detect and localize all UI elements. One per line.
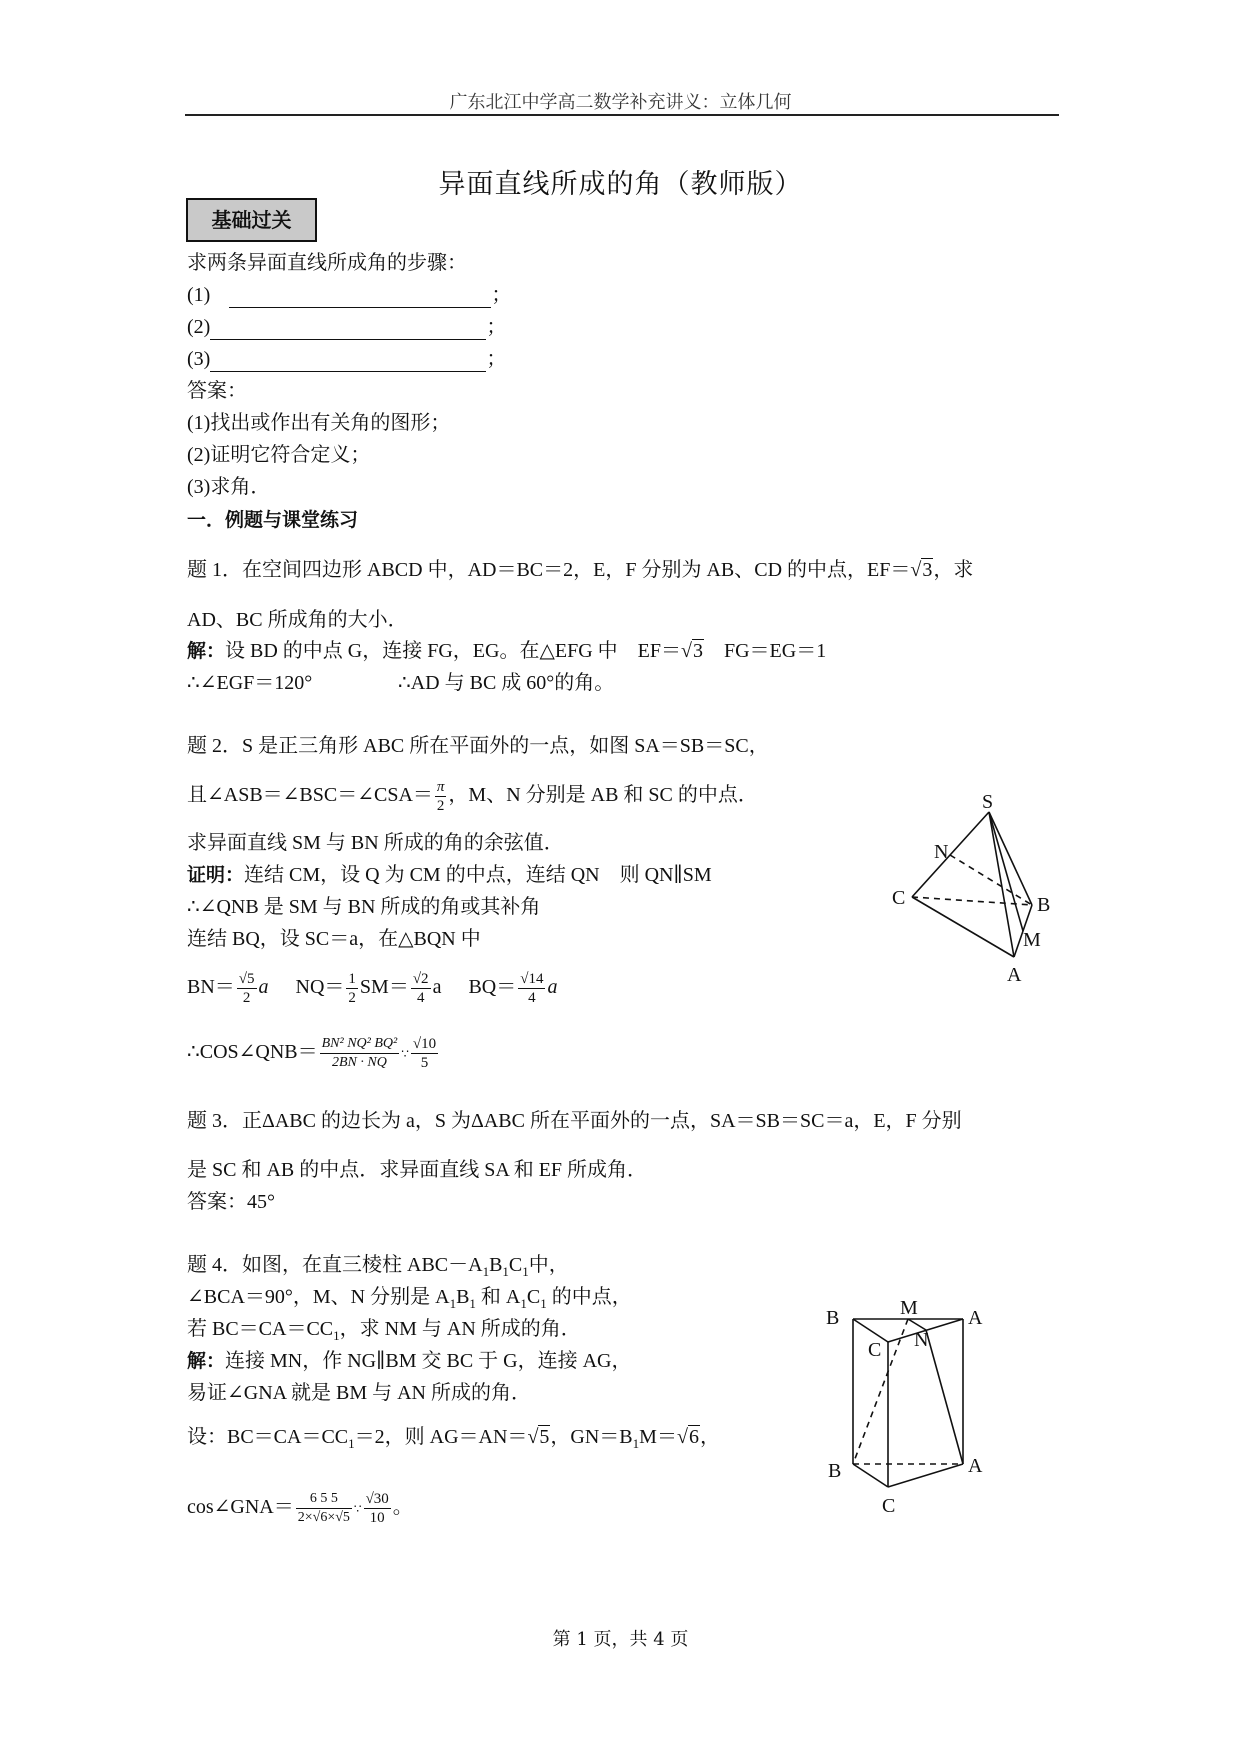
q4-approx: ∵ (353, 1502, 362, 1517)
q2-pi-den: 2 (436, 798, 445, 814)
q4-l6-sqrt2: √6 (676, 1426, 699, 1448)
q4-line1 (187, 1252, 569, 1285)
label-s: S (982, 791, 994, 813)
steps-intro: 求两条异面直线所成角的步骤： (187, 252, 467, 274)
q1-radicand: 3 (922, 559, 933, 581)
q1-solution (187, 638, 826, 664)
q4-prism-figure (820, 1300, 1010, 1520)
q3-line1: 题 3．正ΔABC 的边长为 a，S 为ΔABC 所在平面外的一点，SA＝SB＝SC＝a，E，F 分别 (187, 1110, 962, 1132)
q4-l6-rad2: 6 (688, 1426, 699, 1448)
q2-cos-result-den: 5 (420, 1055, 429, 1071)
q2-cos-result (411, 1035, 438, 1072)
q4-l6-b: ＝2，则 AG＝AN＝ (354, 1426, 528, 1448)
q4-l3-b: ，求 NM 与 AN 所成的角． (339, 1318, 581, 1340)
q4-l1-c: C (508, 1254, 523, 1276)
edge-bottom-cb (853, 1464, 888, 1487)
label-b-bottom: B (828, 1460, 842, 1482)
q2-line2 (187, 778, 758, 815)
edge-bottom-ca (888, 1464, 963, 1487)
q1-solution-text-a: 设 BD 的中点 G，连接 FG，EG。在△EFG 中 EF＝ (225, 640, 681, 662)
q4-cos-fraction (296, 1490, 352, 1527)
label-c-top: C (868, 1339, 882, 1361)
q2-bq-den: 4 (528, 990, 536, 1006)
q4-l1-s3: 1 (522, 1264, 529, 1279)
label-n: N (934, 841, 949, 863)
blank-line-1 (187, 282, 511, 308)
blank-label-3: (3) (187, 348, 211, 370)
q4-solution-label: 解： (187, 1350, 226, 1372)
segment-na (926, 1330, 963, 1464)
q4-l2-a: ∠BCA＝90°，M、N 分别是 A (187, 1286, 450, 1308)
q2-bn-num: √5 (238, 971, 255, 987)
q4-l3-s: 1 (333, 1328, 340, 1343)
q1-solution-label: 解： (187, 640, 226, 662)
q1-solution-text-b: FG＝EG＝1 (703, 640, 827, 662)
q2-bq-fraction (518, 970, 545, 1007)
q4-cos-label: cos∠GNA＝ (187, 1496, 294, 1519)
q3-line2: 是 SC 和 AB 的中点．求异面直线 SA 和 EF 所成角． (187, 1159, 648, 1181)
q4-cos-result (364, 1490, 391, 1527)
q1-solution-radicand: 3 (692, 640, 703, 662)
q1-solution-sqrt: √3 (680, 640, 703, 662)
answer-3: (3)求角． (187, 476, 271, 498)
q2-approx: ∵ (401, 1047, 409, 1062)
q4-l2-d: C (526, 1286, 541, 1308)
q2-tetrahedron-figure (880, 780, 1060, 995)
q4-cos-num: 6 5 5 (296, 1490, 352, 1509)
blank-line-2 (187, 314, 506, 340)
q2-cos-label: ∴COS∠QNB＝ (187, 1041, 318, 1064)
q4-l6-e: ， (699, 1426, 720, 1448)
q2-pi-num: π (436, 779, 445, 795)
q4-res-den: 10 (369, 1510, 385, 1526)
q4-l6-a: 设：BC＝CA＝CC (187, 1426, 349, 1448)
label-a: A (1007, 964, 1022, 986)
q2-cos-num: BN² NQ² BQ² (320, 1035, 400, 1054)
q2-bn-var: a (258, 976, 269, 999)
q4-solution (187, 1348, 632, 1374)
section-badge: 基础过关 (186, 198, 317, 242)
blank-line-3 (187, 346, 506, 372)
q4-line5: 易证∠GNA 就是 BM 与 AN 所成的角． (187, 1382, 531, 1404)
q4-l6-sqrt1: √5 (527, 1426, 550, 1448)
q2-nq-fraction (346, 970, 358, 1007)
q3-answer: 答案：45° (187, 1191, 275, 1213)
q4-l2-b: B (456, 1286, 470, 1308)
q2-sm-den: 4 (416, 990, 425, 1006)
label-n: N (914, 1329, 929, 1351)
q2-nq-num: 1 (348, 971, 356, 987)
q2-line1: 题 2．S 是正三角形 ABC 所在平面外的一点，如图 SA＝SB＝SC， (187, 735, 769, 757)
blank-label-1: (1) (187, 284, 211, 306)
q4-l2-s3: 1 (520, 1296, 527, 1311)
q1-text-a: 题 1．在空间四边形 ABCD 中，AD＝BC＝2，E，F 分别为 AB、CD 的中点，EF＝ (187, 559, 911, 581)
q4-l6-d: M＝ (639, 1426, 677, 1448)
q2-text-a: 且∠ASB＝∠BSC＝∠CSA＝ (187, 784, 433, 807)
q4-line6 (187, 1424, 720, 1457)
q2-proof (187, 862, 712, 888)
q4-line3 (187, 1316, 581, 1349)
q4-l1-d: 中， (528, 1254, 569, 1276)
q2-line3: 求异面直线 SM 与 BN 所成的角的余弦值． (187, 832, 564, 854)
q1-conclusion-a: ∴∠EGF＝120° (187, 672, 313, 694)
blank-label-2: (2) (187, 316, 211, 338)
q4-l6-c: ，GN＝B (550, 1426, 633, 1448)
q2-proof-text: 连结 CM，设 Q 为 CM 的中点，连结 QN 则 QN∥SM (244, 864, 712, 886)
q4-l1-s1: 1 (482, 1264, 490, 1279)
q4-l6-s2: 1 (632, 1436, 640, 1451)
q2-nq-den: 2 (348, 990, 356, 1006)
q4-line2 (187, 1284, 632, 1317)
q4-cos-end: 。 (392, 1496, 413, 1519)
q4-l2-s2: 1 (469, 1296, 476, 1311)
q2-bq-num: √14 (520, 971, 544, 987)
edge-ca (912, 897, 1014, 957)
q2-line5: ∴∠QNB 是 SM 与 BN 所成的角或其补角 (187, 896, 541, 918)
q1-text-b: ，求 (933, 559, 974, 581)
label-a-top: A (968, 1307, 983, 1329)
page-footer: 第 1 页，共 4 页 (552, 1629, 689, 1650)
q4-solution-text: 连接 MN，作 NG∥BM 交 BC 于 G，连接 AG， (225, 1350, 632, 1372)
q2-nq-label: NQ＝ (295, 976, 345, 999)
q4-l1-b: B (489, 1254, 503, 1276)
blank-end-2: ； (486, 316, 507, 338)
q4-l2-e: 的中点， (546, 1286, 632, 1308)
blank-field-2 (210, 319, 486, 340)
label-c: C (892, 887, 906, 909)
q2-sm-label: SM＝ (359, 976, 409, 999)
q4-l1-s2: 1 (502, 1264, 509, 1279)
q2-sm-num: √2 (412, 971, 429, 987)
answer-2: (2)证明它符合定义； (187, 444, 371, 466)
q2-bn-fraction (237, 970, 257, 1007)
q4-l6-rad1: 5 (539, 1426, 550, 1448)
q2-bq-label: BQ＝ (468, 976, 517, 999)
q2-bn-label: BN＝ (187, 976, 235, 999)
running-header: 广东北江中学高二数学补充讲义：立体几何 (449, 92, 792, 113)
q2-bq-var: a (547, 976, 558, 999)
q4-l1-a: 题 4．如图，在直三棱柱 ABC－A (187, 1254, 483, 1276)
label-m: M (900, 1300, 918, 1319)
q2-cos (187, 1035, 440, 1072)
blank-end-3: ； (486, 348, 507, 370)
q1-line2: AD、BC 所成角的大小． (187, 609, 408, 631)
q4-l3-a: 若 BC＝CA＝CC (187, 1318, 334, 1340)
q2-line6: 连结 BQ，设 SC＝a，在△BQN 中 (187, 928, 481, 950)
q4-res-num: √30 (365, 1491, 389, 1507)
label-c-bottom: C (882, 1495, 896, 1517)
label-b: B (1037, 894, 1051, 916)
q4-cos-den: 2×√6×√5 (297, 1510, 350, 1525)
q1-line1 (187, 557, 973, 583)
header-rule (185, 114, 1059, 116)
blank-field-1 (229, 287, 491, 308)
q4-l2-s1: 1 (449, 1296, 457, 1311)
q2-bn-den: 2 (242, 990, 251, 1006)
q4-l2-s4: 1 (540, 1296, 547, 1311)
blank-field-3 (210, 351, 486, 372)
q2-cos-result-num: √10 (412, 1036, 437, 1052)
q2-sm-var: a (432, 976, 442, 999)
label-m: M (1023, 929, 1041, 951)
q4-l6-s: 1 (348, 1436, 355, 1451)
q1-conclusion-b: ∴AD 与 BC 成 60°的角。 (398, 672, 615, 694)
q2-pi-fraction (435, 778, 447, 815)
answer-label: 答案： (187, 380, 247, 402)
q2-sm-fraction (411, 970, 431, 1007)
q4-cos (187, 1490, 413, 1527)
q2-cos-den: 2BN · NQ (332, 1055, 387, 1070)
section-heading: 一．例题与课堂练习 (187, 509, 359, 531)
q4-l2-c: 和 A (475, 1286, 521, 1308)
q1-sqrt: √3 (910, 559, 933, 581)
q2-text-b: ，M、N 分别是 AB 和 SC 的中点． (448, 784, 758, 807)
q2-proof-label: 证明： (187, 864, 245, 886)
q2-lengths (187, 970, 557, 1007)
label-a-bottom: A (968, 1455, 983, 1477)
blank-end-1: ； (491, 284, 512, 306)
q2-cos-fraction (320, 1035, 400, 1072)
document-title: 异面直线所成的角（教师版） (438, 169, 803, 200)
label-b-top: B (826, 1307, 840, 1329)
answer-1: (1)找出或作出有关角的图形； (187, 412, 451, 434)
